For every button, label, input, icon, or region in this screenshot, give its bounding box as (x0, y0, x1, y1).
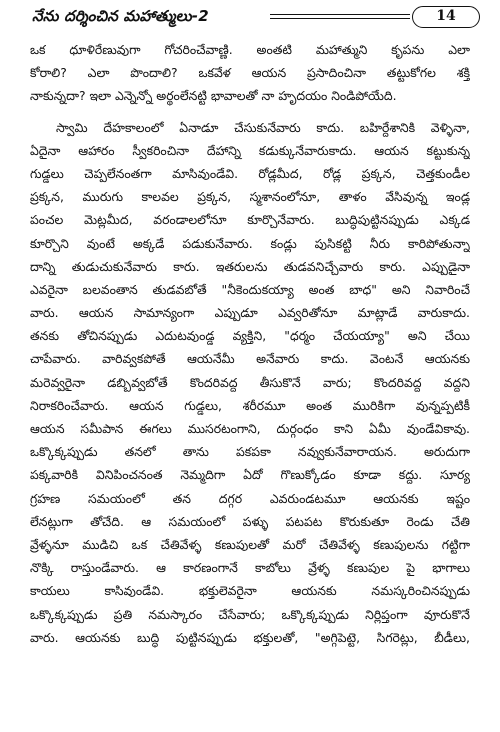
text-line: గుడ్డలు చెప్పలేనంతగా మాసివుండేవి. రోడ్లమీద, రోడ్ల ప్రక్కన, చెత్తకుండీల (30, 165, 470, 181)
paragraph (30, 38, 470, 108)
text-line: ప్రక్కన, మురుగు కాలవల ప్రక్కన, స్మశానంలోనూ, తాళం వేసివున్న ఇండ్ల (30, 189, 470, 205)
text-line: పంచల మెట్లమీద, వరండాలలోనూ కూర్చొనేవారు. బుద్ధిపుట్టినప్పుడు ఎక్కడ (30, 212, 470, 228)
text-line: తనకు తోచినప్పుడు ఎదుటవుండ్డ వ్యక్తిని, "ధర్మం చేయయ్యా" అని చేయి (30, 328, 470, 344)
text-line: వ్రేళ్ళనూ ముడిచి ఒక చేతివేళ్ళ కణుపులతో మరో చేతివేళ్ళ కణుపులను గట్టిగా (30, 536, 470, 552)
text-line: ఒక్కొక్కప్పుడు తనలో తాను పకపకా నవ్వుకునేవారాయన. అరుదుగా (30, 444, 470, 460)
text-line: నాకున్నదా? ఇలా ఎన్నెన్నో అర్థంలేనట్టి భావాలతో నా హృదయం నిండిపోయేది. (30, 88, 397, 104)
text-line: ఏదైనా ఆహారం స్వీకరించినా దేహాన్ని కడుక్కునేవారుకాదు. ఆయన కట్టుకున్న (30, 142, 470, 158)
text-line: నొక్కి రాస్తుండేవారు. ఆ కారణంగానే కాబోలు వ్రేళ్ళ కణుపుల పై భాగాలు (30, 560, 470, 576)
text-line: కాయలు కాసివుండేవి. భక్తులెవరైనా ఆయనకు నమస్కరించినప్పుడు (30, 583, 470, 599)
text-line: పక్కవారికి వినిపించనంత నెమ్మదిగా ఏదో గొణుక్కోడం కూడా కద్దు. సూర్య (30, 467, 470, 483)
header-rule (270, 14, 410, 15)
header-rule-thin (270, 18, 410, 19)
text-line: మరెవ్వరైనా డబ్బివ్వబోతే కొందరివద్ద తీసుకొనే వారు; కొందరివద్ద వద్దని (30, 374, 470, 390)
text-line: లేనట్లుగా తోచేది. ఆ సమయంలో పళ్ళు పటపట కొరుకుతూ రెండు చేతి (30, 513, 470, 529)
text-line: ఒక్కొక్కప్పుడు ప్రతి నమస్కారం చేసేవారు; ఒక్కొక్కప్పుడు నిర్లిప్తంగా వూరుకొనే (30, 606, 470, 622)
text-line: కోరాలి? ఎలా పొందాలి? ఒకవేళ ఆయన ప్రసాదించినా తట్టుకోగల శక్తి (30, 65, 470, 81)
text-line: నిరాకరించేవారు. ఆయన గుడ్డలు, శరీరమూ అంత మురికిగా వున్నప్పటికీ (30, 397, 470, 413)
text-line: ఆయన సమీపాన ఈగలు ముసరటంగాని, దుర్గంధం కాని ఏమీ వుండేవికావు. (30, 421, 470, 436)
running-book-title: నేను దర్శించిన మహాత్ములు-2 (32, 7, 209, 25)
paragraph (30, 116, 470, 649)
text-line: ఒక ధూళిరేణువుగా గోచరించేవాణ్ణి. అంతటి మహాత్ముని కృపను ఎలా (30, 42, 470, 57)
text-line: వారు. ఆయన సామాన్యంగా ఎప్పుడూ ఎవ్వరితోనూ మాట్లాడే వారుకాదు. (30, 305, 470, 321)
text-line: వారు. ఆయనకు బుద్ధి పుట్టినప్పుడు భక్తులతో, "అగ్గిపెట్టె, సిగరెట్లు, బీడీలు, (30, 629, 470, 645)
text-line: చాపేవారు. వారివ్వకపోతే ఆయనేమీ అనేవారు కాదు. వెంటనే ఆయనకు (30, 351, 470, 367)
text-line: గ్రహణ సమయంలో తన దగ్గర ఎవరుండటమూ ఆయనకు ఇష్టం (30, 490, 470, 506)
body-text (30, 38, 470, 649)
page-number: 14 (412, 6, 480, 28)
text-line: స్వామి దేహకాలంలో ఏనాడూ చేసుకునేవారు కాదు. బహిర్దేశానికి వెళ్ళినా, (56, 119, 470, 135)
text-line: దాన్ని తుడుచుకునేవారు కారు. ఇతరులను తుడవనిచ్చేవారు కారు. ఎప్పుడైనా (30, 258, 470, 274)
paragraph-gap (30, 108, 470, 116)
text-line: ఎవరైనా బలవంతాన తుడవబోతే "నీకెందుకయ్యా అంత బాధ" అని నివారించే (30, 281, 470, 297)
page-header (20, 4, 478, 34)
text-line: కూర్చొని వుంటే అక్కడే పడుకునేవారు. కండ్లు పుసికట్టి నీరు కారిపోతున్నా (30, 235, 470, 251)
